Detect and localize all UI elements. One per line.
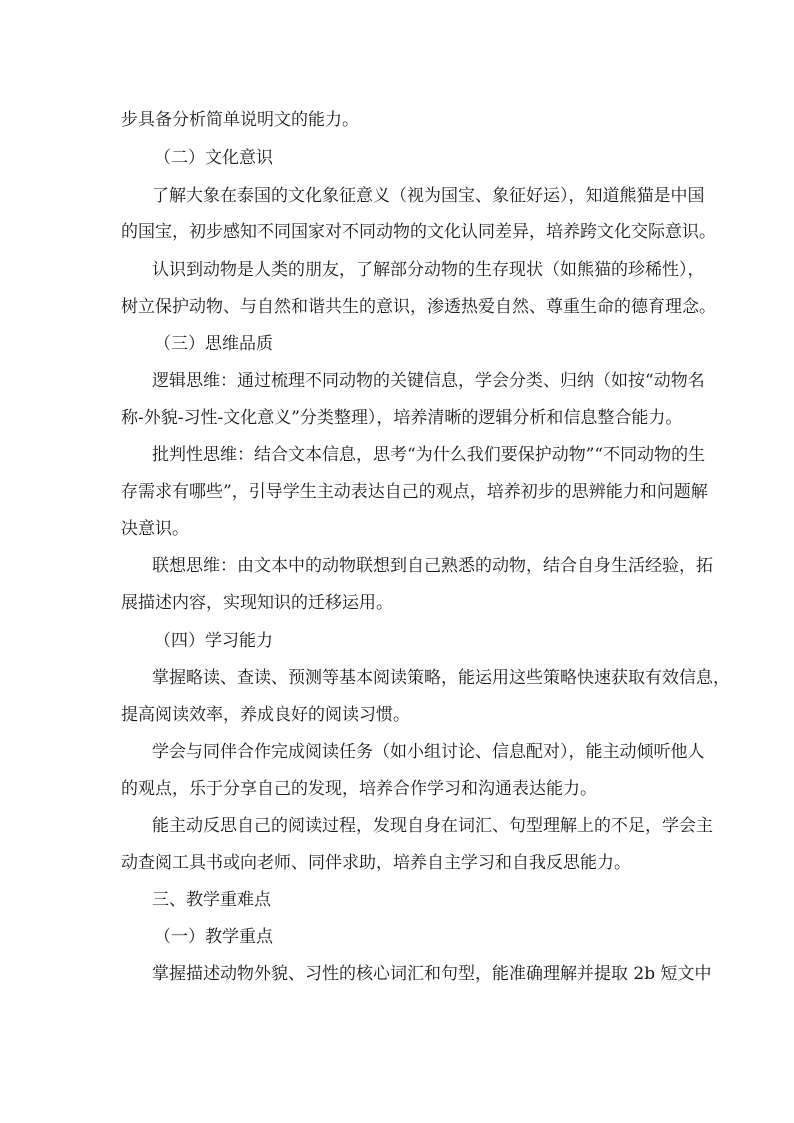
- paragraph-line: 的观点，乐于分享自己的发现，培养合作学习和沟通表达能力。: [121, 779, 597, 799]
- paragraph-line: 树立保护动物、与自然和谐共生的意识，渗透热爱自然、尊重生命的德育理念。: [121, 297, 716, 317]
- paragraph-line: 决意识。: [121, 519, 189, 539]
- chapter-heading: 三、教学重难点: [152, 890, 271, 910]
- paragraph-line: 了解大象在泰国的文化象征意义（视为国宝、象征好运），知道熊猫是中国: [152, 186, 705, 206]
- section-heading: （三）思维品质: [154, 334, 273, 354]
- paragraph-line: 认识到动物是人类的朋友，了解部分动物的生存现状（如熊猫的珍稀性），: [152, 260, 705, 280]
- paragraph-line: 学会与同伴合作完成阅读任务（如小组讨论、信息配对），能主动倾听他人: [152, 742, 705, 762]
- text-line: 步具备分析简单说明文的能力。: [121, 110, 359, 130]
- paragraph-line: 批判性思维：结合文本信息，思考“为什么我们要保护动物”“不同动物的生: [152, 445, 706, 465]
- paragraph-line: 的国宝，初步感知不同国家对不同动物的文化认同差异，培养跨文化交际意识。: [121, 222, 716, 242]
- paragraph-line: 展描述内容，实现知识的迁移运用。: [121, 593, 393, 613]
- paragraph-line: 掌握略读、查读、预测等基本阅读策略，能运用这些策略快速获取有效信息，: [152, 668, 730, 688]
- paragraph-line: 提高阅读效率，养成良好的阅读习惯。: [121, 705, 410, 725]
- section-heading: （一）教学重点: [154, 927, 273, 947]
- paragraph-line: 动查阅工具书或向老师、同伴求助，培养自主学习和自我反思能力。: [121, 853, 631, 873]
- paragraph-line: 存需求有哪些”，引导学生主动表达自己的观点，培养初步的思辨能力和问题解: [121, 482, 708, 502]
- paragraph-line: 逻辑思维：通过梳理不同动物的关键信息，学会分类、归纳（如按“动物名: [152, 371, 705, 391]
- paragraph-line: 称-外貌-习性-文化意义”分类整理），培养清晰的逻辑分析和信息整合能力。: [121, 408, 683, 428]
- paragraph-line: 联想思维：由文本中的动物联想到自己熟悉的动物，结合自身生活经验，拓: [152, 556, 713, 576]
- section-heading: （二）文化意识: [154, 148, 273, 168]
- paragraph-line: 能主动反思自己的阅读过程，发现自身在词汇、句型理解上的不足，学会主: [152, 816, 713, 836]
- section-heading: （四）学习能力: [154, 631, 273, 651]
- paragraph-line: 掌握描述动物外貌、习性的核心词汇和句型，能准确理解并提取 2b 短文中: [152, 964, 712, 984]
